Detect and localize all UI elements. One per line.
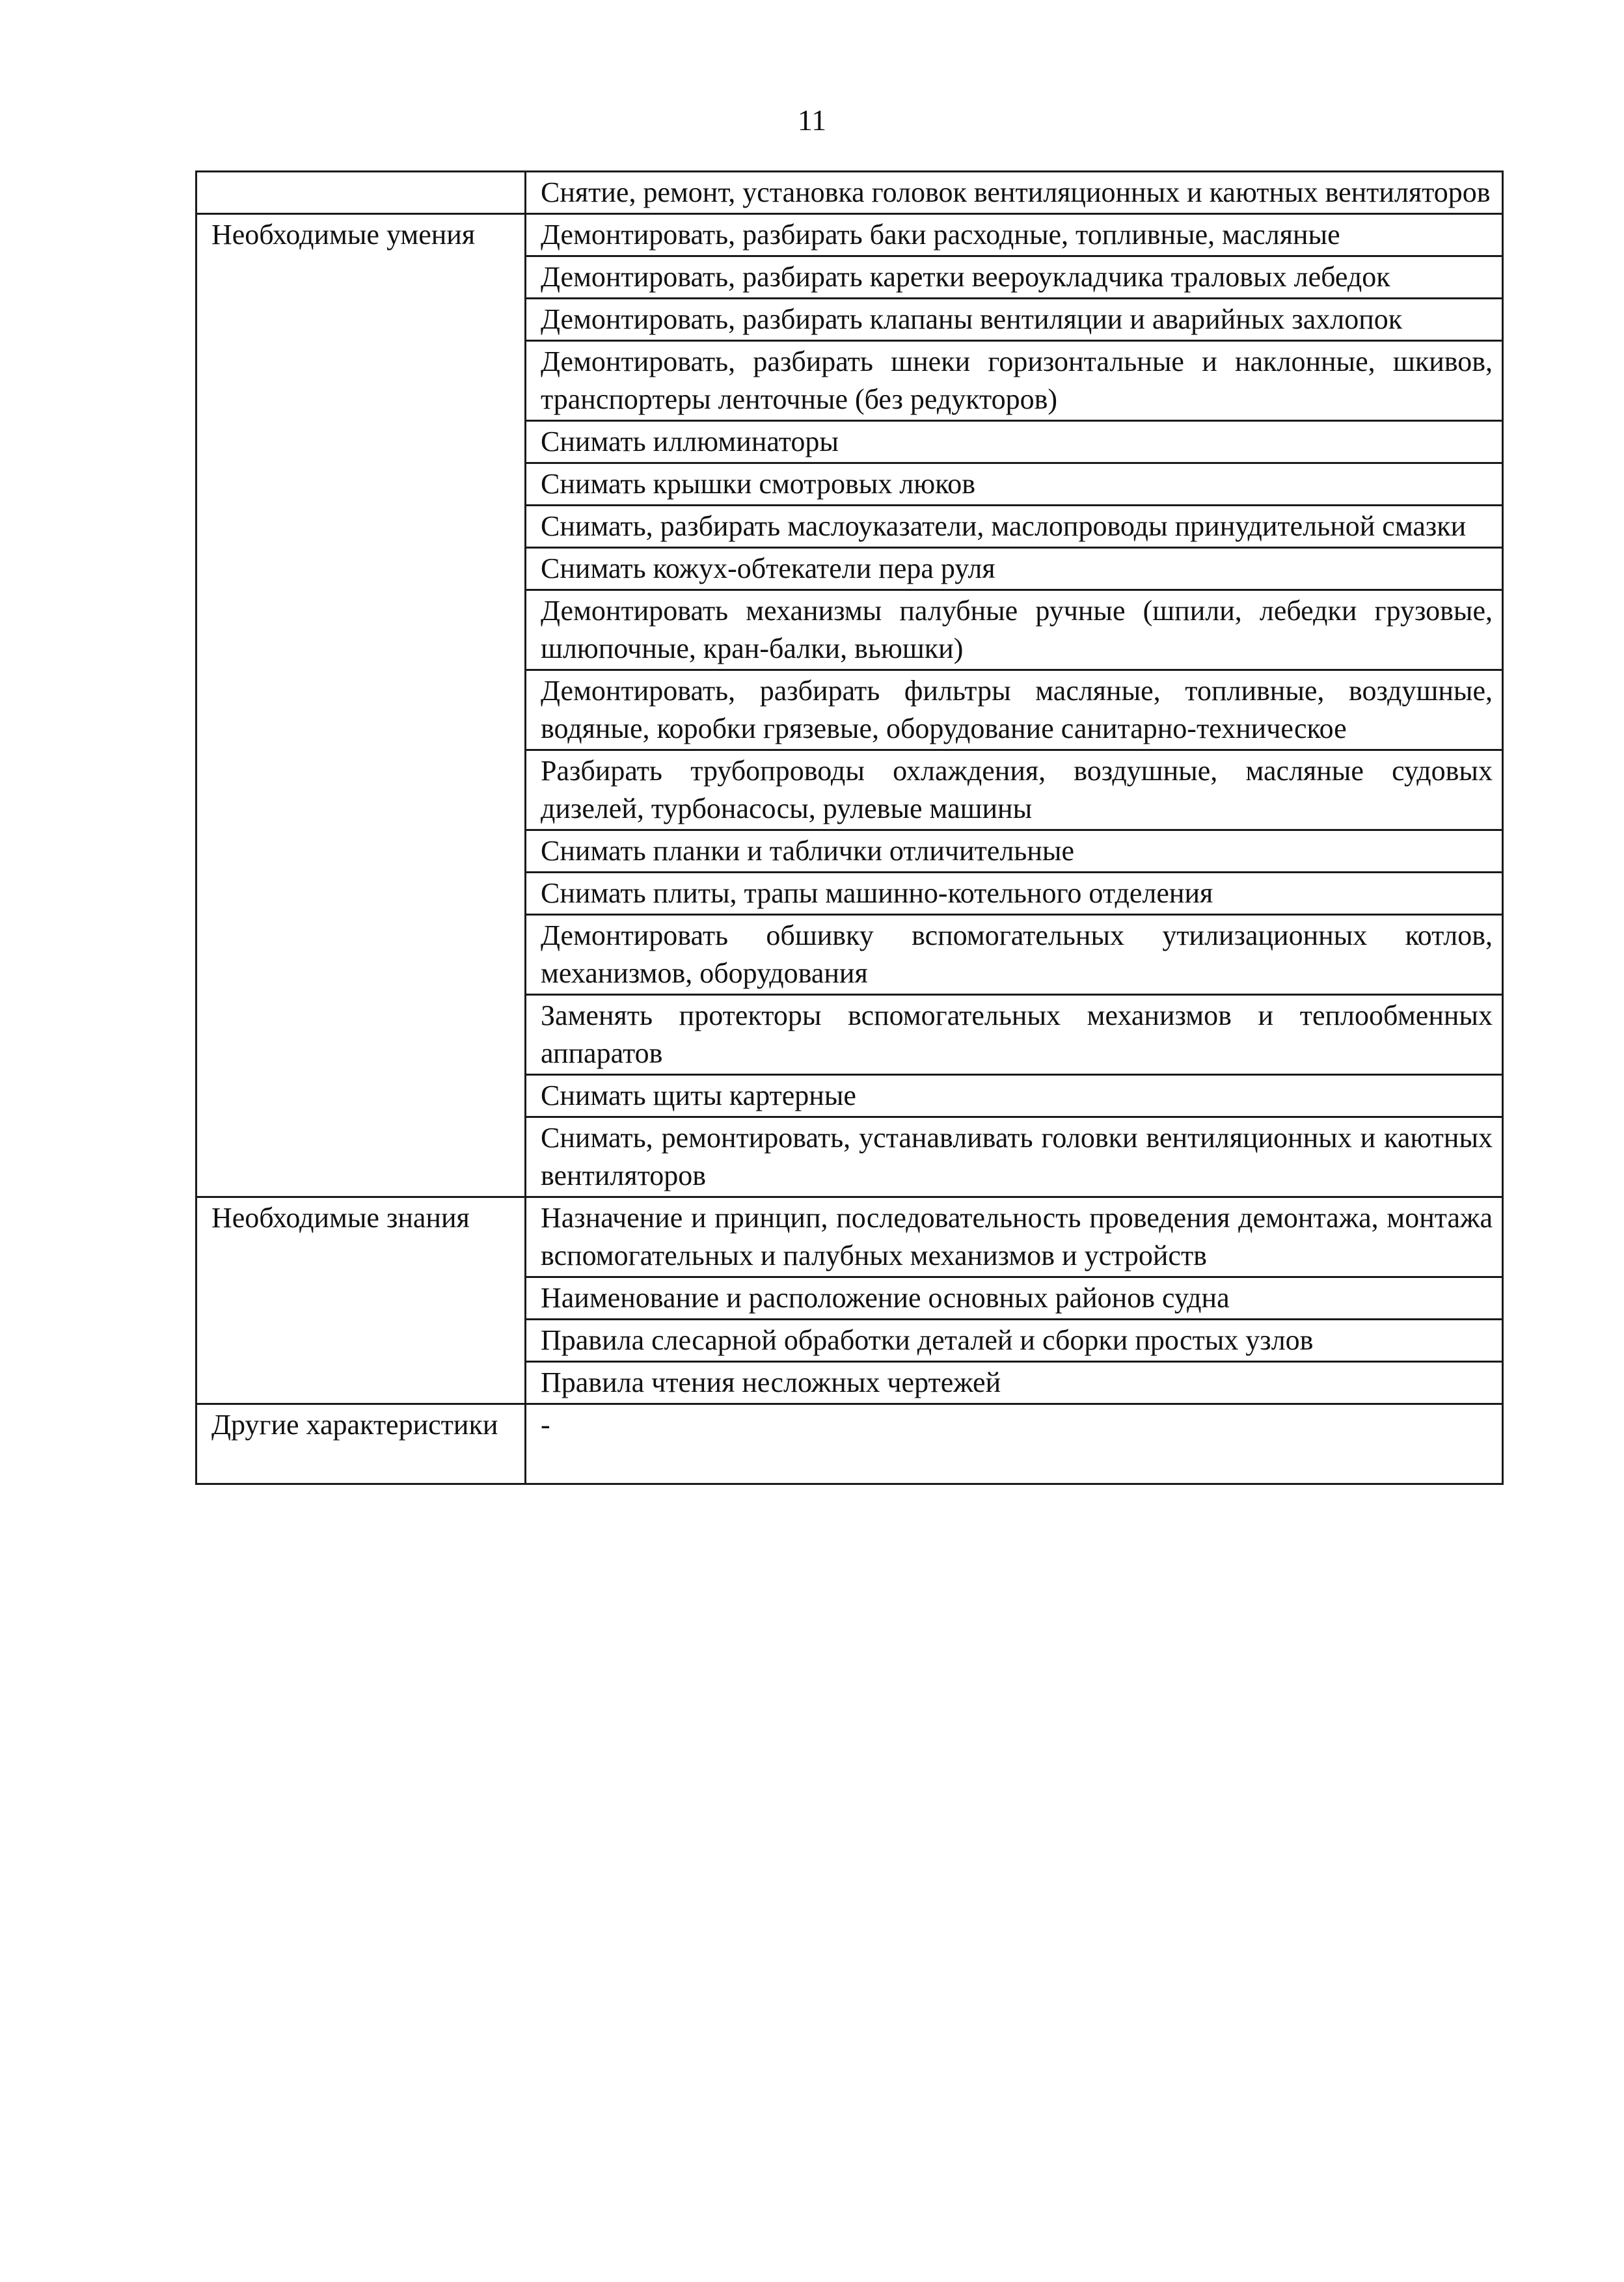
skill-item: Снимать планки и таблички отличительные [526,830,1503,873]
skill-item: Демонтировать механизмы палубные ручные (шпили, лебедки грузовые, шлюпочные, кран-балки, вьюшки) [526,590,1503,670]
skill-item: Демонтировать, разбирать баки расходные, топливные, масляные [526,214,1503,256]
table-row [196,214,1503,256]
skill-item: Снимать иллюминаторы [526,421,1503,463]
other-characteristics-value: - [526,1404,1503,1484]
skill-item: Снимать щиты картерные [526,1075,1503,1117]
knowledge-item: Наименование и расположение основных районов судна [526,1277,1503,1320]
labor-function-table [195,170,1504,1485]
table-row [196,1197,1503,1277]
table-row [196,172,1503,214]
skill-item: Заменять протекторы вспомогательных механизмов и теплообменных аппаратов [526,995,1503,1075]
skill-item: Разбирать трубопроводы охлаждения, воздушные, масляные судовых дизелей, турбонасосы, рулевые машины [526,750,1503,830]
skill-item: Демонтировать, разбирать фильтры масляные, топливные, воздушные, водяные, коробки грязевые, оборудование санитарно-техническое [526,670,1503,750]
knowledge-item: Правила слесарной обработки деталей и сборки простых узлов [526,1320,1503,1362]
table-row [196,1404,1503,1484]
other-characteristics-label: Другие характеристики [196,1404,526,1484]
skill-item: Демонтировать, разбирать клапаны вентиляции и аварийных захлопок [526,299,1503,341]
skill-item: Демонтировать, разбирать каретки веероукладчика траловых лебедок [526,256,1503,299]
empty-label-cell [196,172,526,214]
skill-item: Демонтировать обшивку вспомогательных утилизационных котлов, механизмов, оборудования [526,915,1503,995]
skill-item: Снимать, разбирать маслоуказатели, маслопроводы принудительной смазки [526,506,1503,548]
skill-item: Демонтировать, разбирать шнеки горизонтальные и наклонные, шкивов, транспортеры ленточные (без редукторов) [526,341,1503,421]
knowledge-item: Правила чтения несложных чертежей [526,1362,1503,1404]
skill-item: Снимать кожух-обтекатели пера руля [526,548,1503,590]
skill-item: Снимать плиты, трапы машинно-котельного отделения [526,873,1503,915]
skill-item: Снимать крышки смотровых люков [526,463,1503,506]
labor-action-cell: Снятие, ремонт, установка головок вентиляционных и каютных вентиляторов [526,172,1503,214]
knowledge-item: Назначение и принцип, последовательность проведения демонтажа, монтажа вспомогательных и палубных механизмов и устройств [526,1197,1503,1277]
skills-label: Необходимые умения [196,214,526,1197]
page-number: 11 [797,103,827,137]
knowledge-label: Необходимые знания [196,1197,526,1404]
skill-item: Снимать, ремонтировать, устанавливать головки вентиляционных и каютных вентиляторов [526,1117,1503,1197]
